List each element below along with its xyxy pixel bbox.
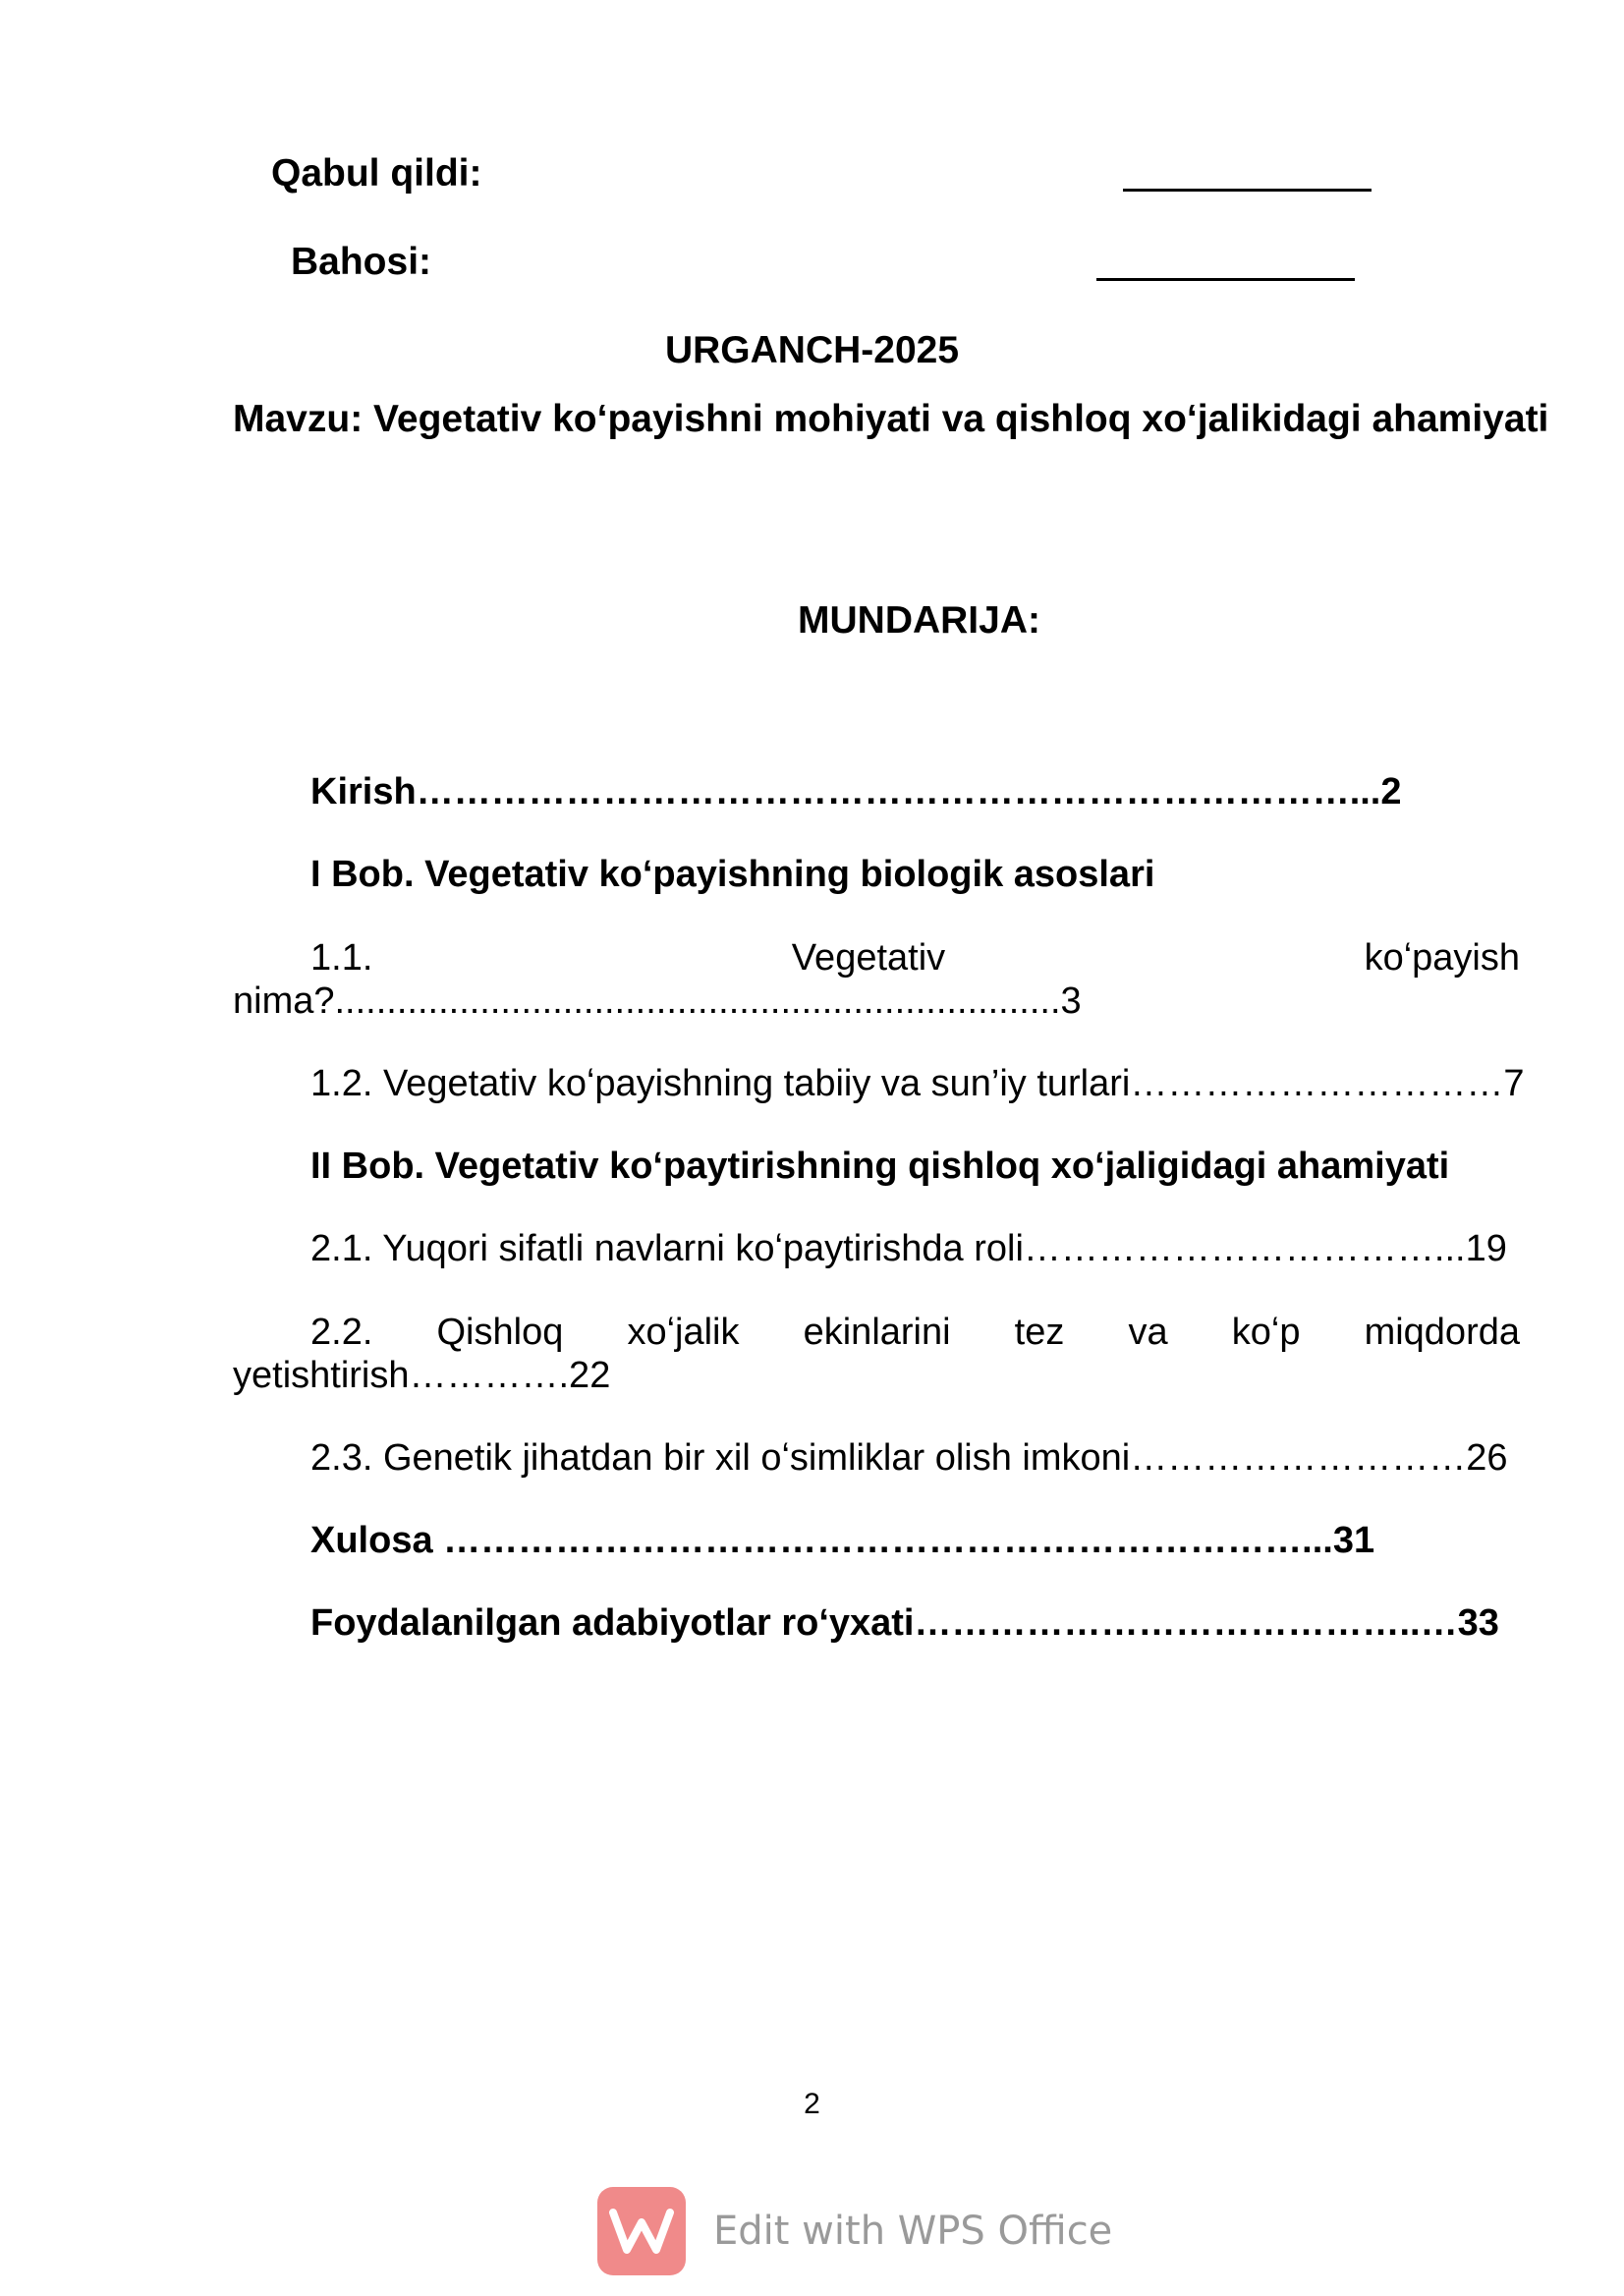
accepted-label: Qabul qildi: [271, 152, 482, 195]
topic-title: Mavzu: Vegetativ koʻpayishni mohiyati va qishloq xoʻjalikidagi ahamiyati [233, 398, 1549, 440]
toc-item-2-3[interactable]: 2.3. Genetik jihatdan bir xil oʻsimliklar olish imkoni………………………26 [310, 1437, 1508, 1479]
toc-intro[interactable]: Kirish…………………………………………………………………...2 [310, 771, 1402, 812]
toc-item-2-2[interactable]: 2.2. Qishloq xoʻjalik ekinlarini tez va koʻp miqdorda yetishtirish………….22 [233, 1312, 1520, 1396]
wps-watermark[interactable] [597, 2186, 1112, 2276]
toc-conclusion[interactable]: Xulosa ……………………………………………………………...31 [310, 1520, 1375, 1561]
page-number: 2 [804, 2088, 820, 2120]
grade-line [1096, 278, 1355, 281]
toc-item-2-1[interactable]: 2.1. Yuqori sifatli navlarni koʻpaytirishda roli……………………………...19 [310, 1228, 1507, 1269]
grade-label: Bahosi: [291, 241, 432, 283]
toc-chapter-2[interactable]: II Bob. Vegetativ koʻpaytirishning qishloq xoʻjaligidagi ahamiyati [310, 1146, 1450, 1187]
toc-heading: MUNDARIJA: [798, 599, 1040, 642]
toc-chapter-1[interactable]: I Bob. Vegetativ koʻpayishning biologik asoslari [310, 854, 1155, 895]
toc-item-1-1[interactable]: 1.1. Vegetativ koʻpayish nima?......................................................................3 [233, 937, 1520, 1022]
wps-edit-text: Edit with WPS Office [713, 2209, 1113, 2254]
toc-item-1-2[interactable]: 1.2. Vegetativ koʻpayishning tabiiy va sun’iy turlari…………………………7 [310, 1063, 1525, 1104]
signature-line [1123, 189, 1372, 192]
wps-logo-icon [597, 2187, 686, 2275]
city-year: URGANCH-2025 [664, 329, 960, 371]
toc-references[interactable]: Foydalanilgan adabiyotlar roʻyxati…………………………………..…33 [310, 1602, 1499, 1644]
